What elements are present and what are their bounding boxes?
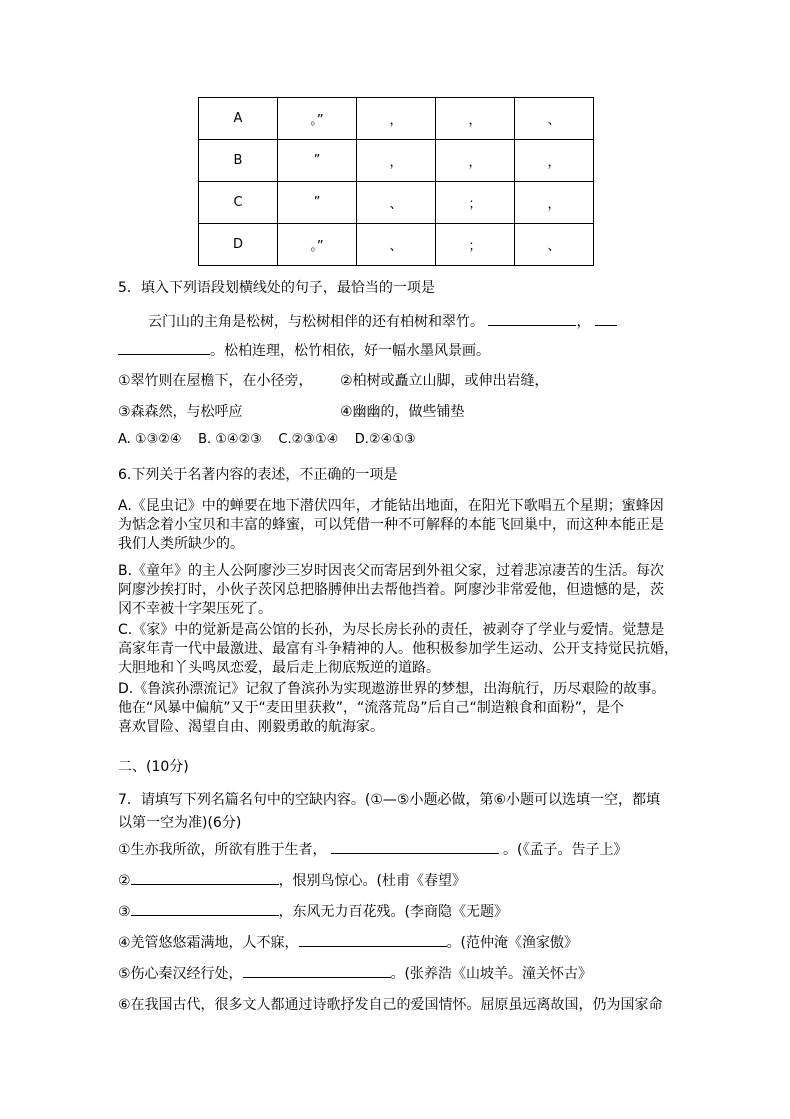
- q5-option-3: ③森森然，与松呼应: [118, 404, 243, 420]
- row-label: D: [199, 224, 278, 266]
- answer-blank: [331, 841, 499, 854]
- table-cell: ，: [515, 182, 594, 224]
- q6-option-line: A.《昆虫记》中的蝉要在地下潜伏四年，才能钻出地面，在阳光下歌唱五个星期；蜜蜂因: [118, 498, 664, 514]
- q7-text: ①生亦我所欲，所欲有胜于生者，: [118, 842, 327, 858]
- q7-title-line2: 以第一空为准)(6分): [118, 815, 242, 831]
- q6-option-line: 喜欢冒险、渴望自由、刚毅勇敢的航海家。: [118, 719, 384, 735]
- table-cell: 、: [515, 224, 594, 266]
- table-row: [199, 98, 594, 140]
- q7-item-1: [118, 839, 627, 859]
- table-cell: ，: [436, 140, 515, 182]
- q6-option-line: 大胆地和丫头鸣凤恋爱，最后走上彻底叛逆的道路。: [118, 660, 440, 676]
- q6-option-line: 冈不幸被十字架压死了。: [118, 601, 272, 617]
- q6-title: 6.下列关于名著内容的表述，不正确的一项是: [118, 467, 398, 483]
- row-label: C: [199, 182, 278, 224]
- q5-text: 。松柏连理，松竹相依，好一幅水墨风景画。: [210, 343, 490, 359]
- q5-option-1: ①翠竹则在屋檐下，在小径旁，: [118, 373, 313, 389]
- q7-source: ，恨别鸟惊心。(杜甫《春望》: [278, 873, 467, 889]
- q5-paragraph-line2: [118, 340, 490, 360]
- table-cell: ”: [278, 182, 357, 224]
- q6-option-line: 阿廖沙挨打时，小伙子茨冈总把胳膊伸出去帮他挡着。阿廖沙非常爱他，但遗憾的是，茨: [118, 582, 664, 598]
- table-cell: 。”: [278, 224, 357, 266]
- q6-option-line: 他在“风暴中偏航”又于“麦田里获救”，“流落荒岛”后自己“制造粮食和面粉”，是个: [118, 700, 625, 716]
- table-cell: ，: [436, 98, 515, 140]
- answer-b: B. ①④②③: [198, 432, 262, 447]
- q7-text: ②: [118, 873, 131, 889]
- q7-source: 。(范仲淹《渔家傲》: [446, 935, 579, 951]
- answer-c: C.②③①④: [278, 432, 339, 447]
- table-cell: ”: [278, 140, 357, 182]
- q6-option-line: 高家年青一代中最激进、最富有斗争精神的人。他积极参加学生运动、公开支持觉民抗婚，: [118, 641, 678, 657]
- q7-title-line1: 7．请填写下列名篇名句中的空缺内容。(①—⑤小题必做，第⑥小题可以选填一空，都填: [118, 792, 661, 808]
- table-row: [199, 140, 594, 182]
- q7-item-4: [118, 932, 578, 952]
- q7-item-3: [118, 901, 508, 921]
- answer-blank: [488, 313, 576, 326]
- table-row: [199, 224, 594, 266]
- table-cell: ，: [357, 98, 436, 140]
- q5-answers: [118, 432, 416, 447]
- q6-option-line: B.《童年》的主人公阿廖沙三岁时因丧父而寄居到外祖父家，过着悲凉凄苦的生活。每次: [118, 563, 665, 579]
- q7-text: ⑤伤心秦汉经行处，: [118, 966, 243, 982]
- q7-item-6: ⑥在我国古代，很多文人都通过诗歌抒发自己的爱国情怀。屈原虽远离故国，仍为国家命: [118, 997, 663, 1013]
- q6-option-line: D.《鲁滨孙漂流记》记叙了鲁滨孙为实现遨游世界的梦想，出海航行，历尽艰险的故事。: [118, 681, 666, 697]
- punctuation-options-table: [198, 97, 594, 266]
- answer-blank: [131, 872, 279, 885]
- answer-blank: [299, 934, 447, 947]
- q7-text: ④羌管悠悠霜满地，人不寐，: [118, 935, 299, 951]
- row-label: B: [199, 140, 278, 182]
- answer-blank: [118, 342, 210, 355]
- row-label: A: [199, 98, 278, 140]
- q5-paragraph-line1: [148, 311, 617, 331]
- q5-option-2: ②柏树或矗立山脚，或伸出岩缝，: [340, 373, 549, 389]
- q6-option-line: C.《家》中的觉新是高公馆的长孙，为尽长房长孙的责任，被剥夺了学业与爱情。觉慧是: [118, 622, 665, 638]
- table-cell: 、: [357, 182, 436, 224]
- q7-item-5: [118, 963, 592, 983]
- table-cell: ；: [436, 224, 515, 266]
- table-cell: 、: [515, 98, 594, 140]
- q6-option-line: 我们人类所缺少的。: [118, 536, 244, 552]
- table-cell: ，: [515, 140, 594, 182]
- q7-source: ，东风无力百花残。(李商隐《无题》: [278, 904, 509, 920]
- q7-source: 。(《孟子。告子上》: [498, 842, 628, 858]
- table-cell: 、: [357, 224, 436, 266]
- answer-blank: [243, 965, 391, 978]
- q5-text: 云门山的主角是松树，与松树相伴的还有柏树和翠竹。: [148, 314, 484, 330]
- answer-a: A. ①③②④: [118, 432, 182, 447]
- table-cell: ；: [436, 182, 515, 224]
- answer-blank: [595, 313, 617, 326]
- table-row: [199, 182, 594, 224]
- q7-source: 。(张养浩《山坡羊。潼关怀古》: [390, 966, 593, 982]
- table-cell: 。”: [278, 98, 357, 140]
- answer-d: D.②④①③: [354, 432, 416, 447]
- q6-option-line: 为惦念着小宝贝和丰富的蜂蜜，可以凭借一种不可解释的本能飞回巢中，而这种本能正是: [118, 517, 664, 533]
- q5-comma: ，: [576, 314, 591, 330]
- q7-text: ③: [118, 904, 131, 920]
- q5-option-4: ④幽幽的，做些铺垫: [340, 404, 465, 420]
- section-2-heading: 二、(10分): [118, 759, 189, 775]
- q5-title: 5．填入下列语段划横线处的句子，最恰当的一项是: [118, 280, 435, 296]
- q7-item-2: [118, 870, 466, 890]
- table-cell: ，: [357, 140, 436, 182]
- answer-blank: [131, 903, 279, 916]
